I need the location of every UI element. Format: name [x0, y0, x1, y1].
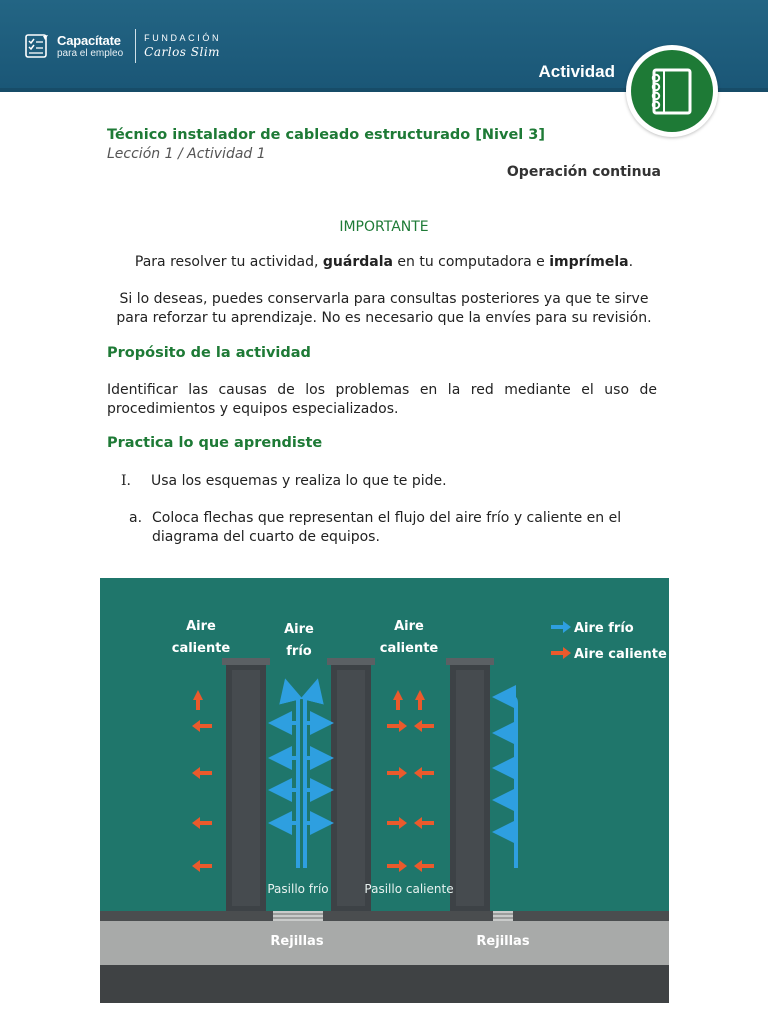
label-hot-left-1: Aire	[186, 619, 216, 634]
legend-cold-label: Aire frío	[574, 621, 634, 636]
note-paragraph: Si lo deseas, puedes conservarla para consultas posteriores ya que te sirve para reforzar tu aprendizaje. No es necesario que la envíes para su revisión.	[116, 291, 652, 326]
label-hot-mid-2: caliente	[379, 641, 439, 656]
course-title: Técnico instalador de cableado estructurado [Nivel 3]	[107, 127, 546, 143]
practice-heading: Practica lo que aprendiste	[107, 435, 323, 451]
grille-left-label: Rejillas	[270, 934, 324, 949]
floor-base	[100, 965, 669, 1003]
legend-hot-label: Aire caliente	[574, 647, 667, 662]
para1-a: Para resolver tu actividad,	[134, 254, 323, 270]
grille-right-label: Rejillas	[476, 934, 530, 949]
activity-label: Actividad	[538, 62, 615, 81]
aisle-cold-label: Pasillo frío	[267, 882, 329, 896]
aisle-hot-label: Pasillo caliente	[364, 882, 454, 896]
list-item-a	[129, 509, 639, 547]
list-item-a-letter: a.	[129, 510, 143, 526]
subfloor	[100, 921, 669, 965]
checklist-logo-icon	[24, 33, 50, 59]
list-item-1	[121, 473, 447, 489]
label-hot-mid-1: Aire	[394, 619, 424, 634]
para1-c: en tu computadora e	[392, 254, 550, 270]
airflow-diagram	[100, 578, 669, 1003]
activity-badge	[626, 45, 718, 137]
label-hot-left-2: caliente	[171, 641, 231, 656]
label-cold-1: Aire	[284, 622, 314, 637]
list-item-a-text: Coloca flechas que representan el flujo del aire frío y caliente en el diagrama del cuarto de equipos.	[152, 510, 622, 545]
purpose-heading: Propósito de la actividad	[107, 345, 311, 361]
grille-right	[493, 911, 513, 921]
important-heading: IMPORTANTE	[339, 219, 429, 235]
rack-3	[446, 658, 494, 911]
para1-e: .	[628, 254, 634, 270]
brand-divider	[135, 29, 136, 63]
rack-2	[327, 658, 375, 911]
brand-logo	[24, 28, 221, 64]
foundation-signature: Carlos Slim	[144, 45, 221, 59]
raised-floor-top	[100, 911, 669, 921]
foundation-logo	[144, 34, 221, 58]
notebook-icon	[626, 45, 718, 137]
para1-print: imprímela	[549, 254, 629, 270]
list-item-1-number: I.	[121, 473, 131, 489]
lesson-label: Lección 1 / Actividad 1	[107, 146, 266, 162]
operation-label: Operación continua	[506, 164, 661, 180]
foundation-top: FUNDACIÓN	[144, 33, 222, 43]
brand-text	[57, 34, 123, 59]
purpose-text: Identificar las causas de los problemas en la red mediante el uso de procedimientos y equipos especializados.	[107, 382, 657, 417]
list-item-1-text: Usa los esquemas y realiza lo que te pide.	[151, 473, 447, 489]
grille-left	[273, 911, 323, 921]
label-cold-2: frío	[286, 644, 312, 659]
instructions-paragraph	[107, 254, 661, 270]
brand-sub: para el empleo	[57, 47, 124, 59]
brand-main: Capacítate	[57, 32, 121, 48]
rack-1	[222, 658, 270, 911]
para1-save: guárdala	[322, 254, 393, 270]
